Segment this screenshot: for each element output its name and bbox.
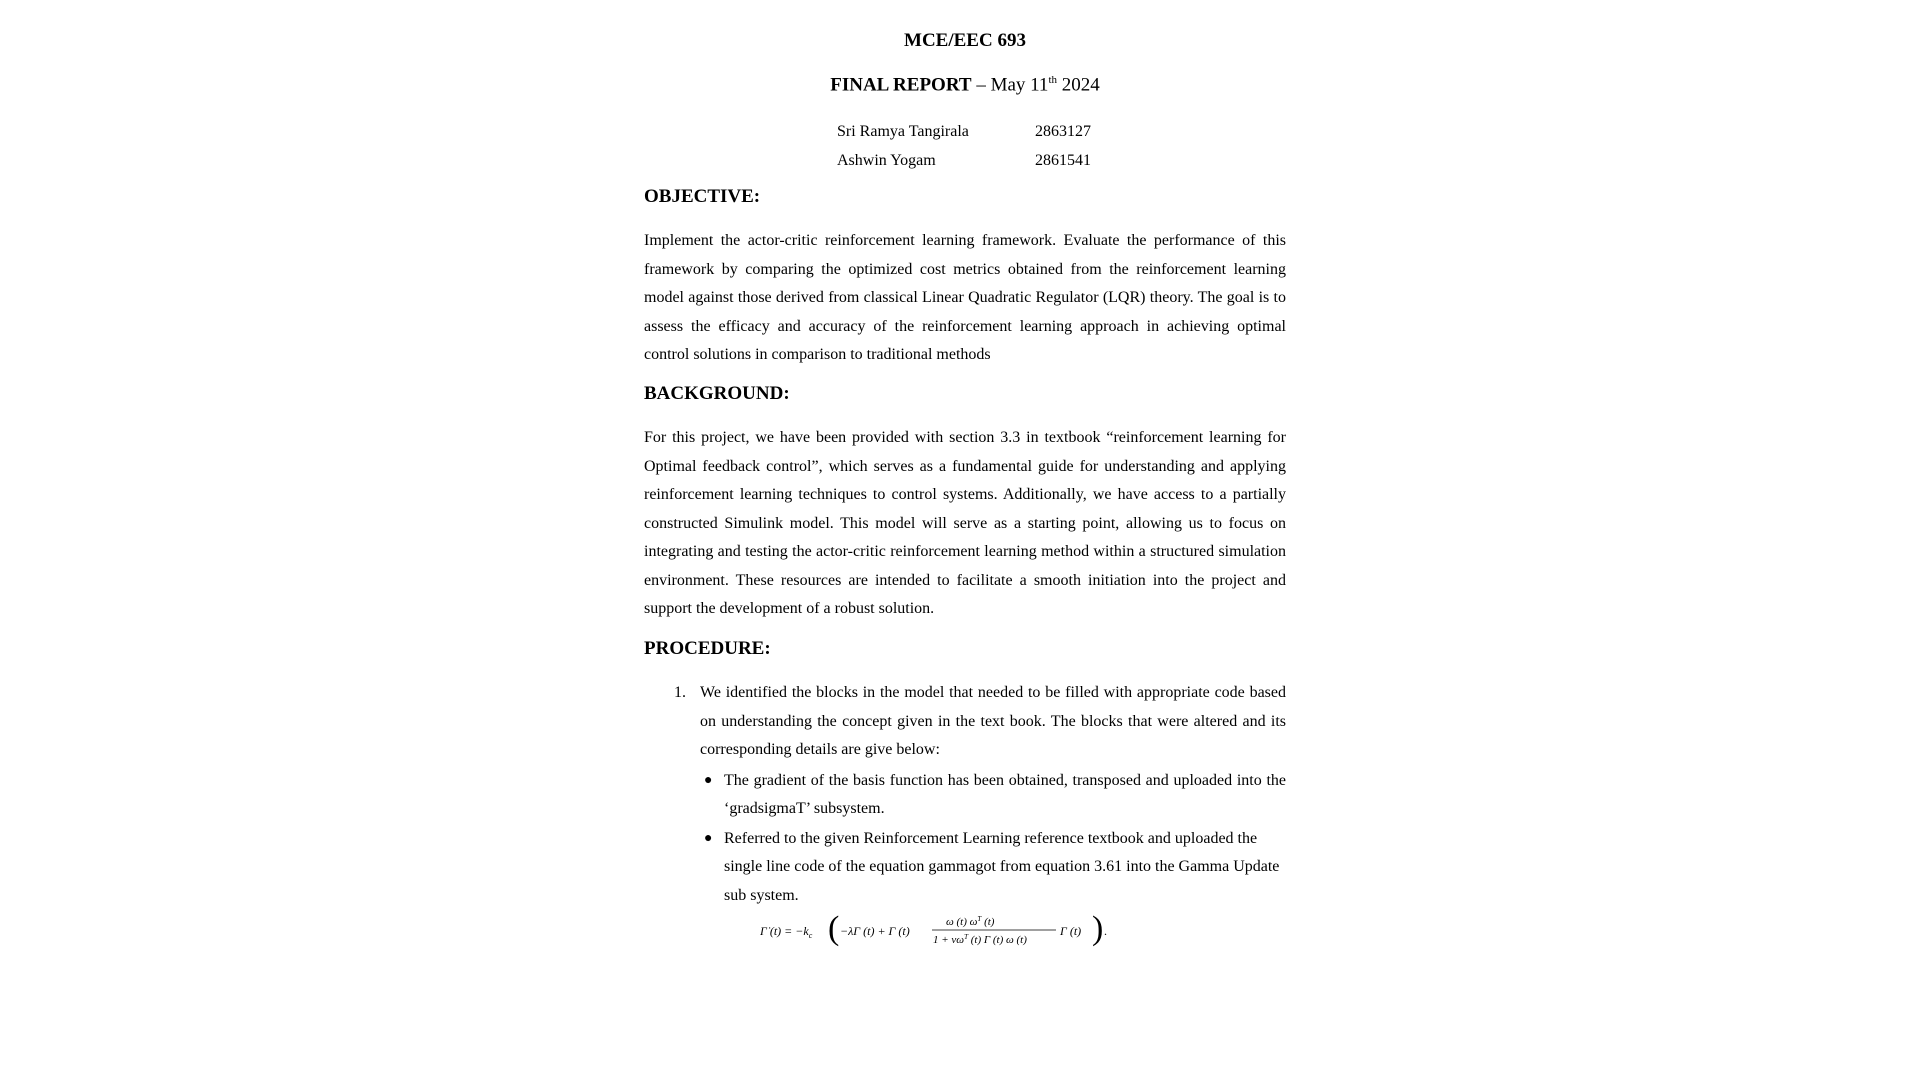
right-paren: ) <box>1092 911 1104 947</box>
report-year: 2024 <box>1057 74 1100 96</box>
author-name: Sri Ramya Tangirala <box>837 123 969 140</box>
procedure-heading: PROCEDURE: <box>644 638 771 659</box>
author-row <box>837 146 1091 175</box>
report-label: FINAL REPORT <box>830 74 972 96</box>
report-title-line <box>644 74 1286 96</box>
list-item-text: We identified the blocks in the model that needed to be filled with appropriate code based on understanding the concept given in the text book. The blocks that were altered and its corresponding details are give below: <box>700 684 1286 758</box>
author-id: 2863127 <box>1035 123 1091 140</box>
equation-inner-left: −λΓ (t) + Γ (t) <box>840 924 910 938</box>
authors-table <box>837 117 1091 175</box>
list-item <box>674 679 1286 765</box>
bullet-icon: ● <box>704 830 713 846</box>
course-title: MCE/EEC 693 <box>904 30 1026 51</box>
equation-lhs: Γ̇ $(t) = -k_c$ <box>760 924 813 940</box>
background-heading: BACKGROUND: <box>644 383 790 404</box>
left-paren: ( <box>828 911 840 947</box>
bullet-text: The gradient of the basis function has been obtained, transposed and uploaded into the ‘gradsigmaT’ subsystem. <box>724 771 1286 817</box>
report-date-suffix: th <box>1048 74 1057 86</box>
background-paragraph: For this project, we have been provided with section 3.3 in textbook “reinforcement learning for Optimal feedback control”, which serves as a fundamental guide for understanding and applying reinforcement learning techniques to control systems. Additionally, we have access to a partially constructed Simulink model. This model will serve as a starting point, allowing us to focus on integrating and testing the actor-critic reinforcement learning method within a structured simulation environment. These resources are intended to facilitate a smooth initiation into the project and support the development of a robust solution. <box>644 429 1286 617</box>
equation-denominator: $1 + v\omega^T$ (t) Γ (t) ω (t) <box>933 933 1027 946</box>
objective-heading: OBJECTIVE: <box>644 186 761 207</box>
bullet-item <box>700 767 1286 824</box>
list-number: 1. <box>674 684 686 701</box>
author-row <box>837 117 1091 146</box>
author-name: Ashwin Yogam <box>837 152 936 169</box>
objective-paragraph: Implement the actor-critic reinforcement learning framework. Evaluate the performance of this framework by comparing the optimized cost metrics obtained from the reinforcement learning model against those derived from classical Linear Quadratic Regulator (LQR) theory. The goal is to assess the efficacy and accuracy of the reinforcement learning approach in achieving optimal control solutions in comparison to traditional methods <box>644 232 1286 363</box>
bullet-list <box>674 767 1286 911</box>
bullet-text: Referred to the given Reinforcement Learning reference textbook and uploaded the single line code of the equation gammagot from equation 3.61 into the Gamma Update sub system. <box>724 829 1280 904</box>
equation-inner-right: Γ (t) <box>1060 924 1082 938</box>
equation-numerator: ω (t) $\omega^T$ (t) <box>946 915 995 928</box>
report-date: – May 11 <box>971 74 1049 96</box>
bullet-item <box>700 825 1286 911</box>
gamma-update-equation <box>760 911 1120 951</box>
author-id: 2861541 <box>1035 152 1091 169</box>
procedure-list <box>674 679 1286 911</box>
equation-period: . <box>1104 924 1107 938</box>
bullet-icon: ● <box>704 772 713 788</box>
